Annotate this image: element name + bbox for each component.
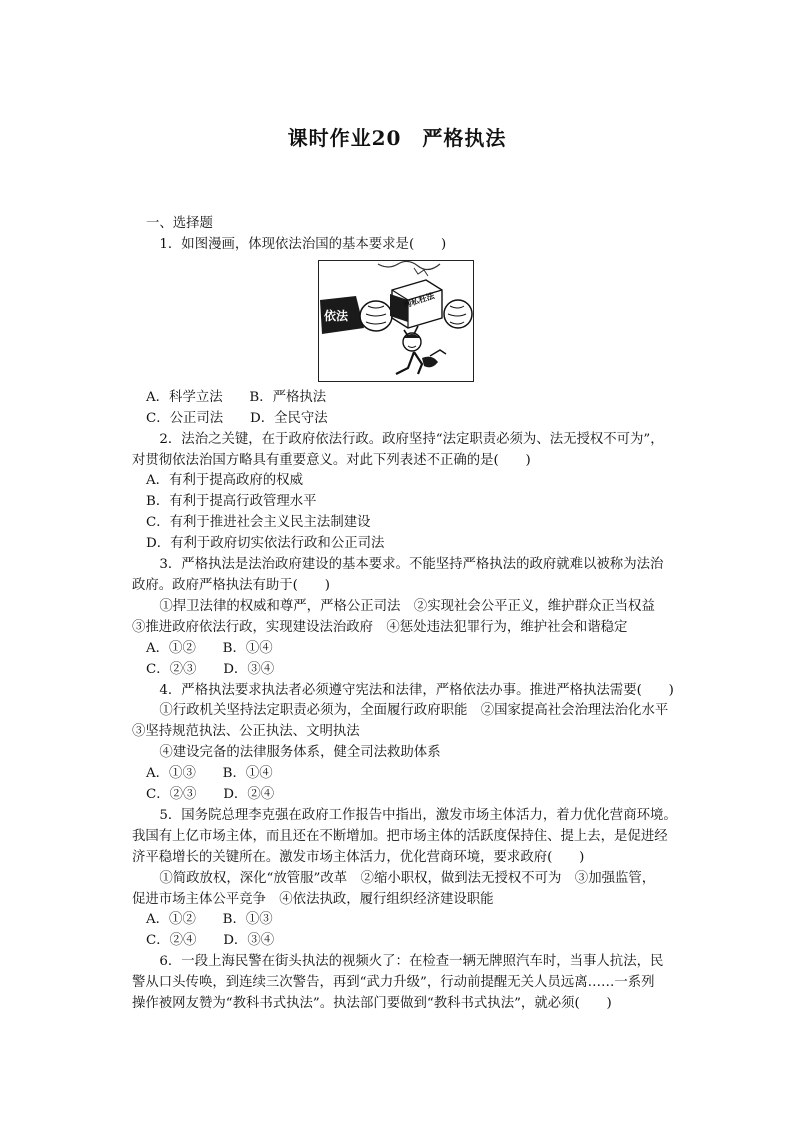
q1-stem: 1．如图漫画，体现依法治国的基本要求是( ) (146, 236, 447, 252)
q4-line-1: 4．严格执法要求执法者必须遵守宪法和法律，严格依法办事。推进严格执法需要( ) (146, 682, 674, 698)
q5-line-4: ①简政放权，深化“放管服”改革 ②缩小职权，做到法无授权不可为 ③加强监管， (146, 870, 656, 886)
q4-opt-row-2: C．②③ D．②④ (146, 787, 275, 803)
q2-opt-c: C．有利于推进社会主义民主法制建设 (146, 515, 371, 531)
q3-line-4: ③推进政府依法行政，实现建设法治政府 ④惩处违法犯罪行为，维护社会和谐稳定 (132, 619, 628, 635)
q2-line-2: 对贯彻依法治国方略具有重要意义。对此下列表述不正确的是( ) (132, 452, 531, 468)
q2-opt-d: D．有利于政府切实依法行政和公正司法 (146, 536, 385, 552)
q2-opt-a: A．有利于提高政府的权威 (146, 473, 303, 489)
q4-opt-row-1: A．①③ B．①④ (146, 766, 273, 782)
section-heading: 一、选择题 (146, 216, 213, 231)
q1-opt-row-2: C．公正司法 D．全民守法 (146, 410, 328, 426)
q5-line-3: 济平稳增长的关键所在。激发市场主体活力，优化营商环境，要求政府( ) (132, 849, 585, 865)
q3-line-3: ①捍卫法律的权威和尊严，严格公正司法 ②实现社会公平正义，维护群众正当权益 (146, 598, 655, 614)
q6-line-1: 6．一段上海民警在街头执法的视频火了：在检查一辆无牌照汽车时，当事人抗法，民 (146, 954, 664, 970)
question-body (132, 214, 677, 1015)
q5-opt-row-1: A．①② B．①③ (146, 912, 273, 928)
q6-line-2: 警从口头传唤，到连续三次警告，再到“武力升级”，行动前提醒无关人员远离……一系列 (132, 975, 655, 991)
page-title: 课时作业20 严格执法 (287, 126, 507, 150)
q3-opt-row-2: C．②③ D．③④ (146, 661, 275, 677)
q2-opt-b: B．有利于提高行政管理水平 (146, 494, 317, 510)
q4-line-2: ①行政机关坚持法定职责必须为，全面履行政府职能 ②国家提高社会治理法治化水平 (146, 703, 669, 719)
label-xunsi: 徇私枉法 (402, 290, 436, 310)
q5-line-5: 促进市场主体公平竞争 ④依法执政，履行组织经济建设职能 (132, 891, 494, 907)
q4-line-4: ④建设完备的法律服务体系，健全司法救助体系 (146, 745, 441, 761)
cartoon-image (318, 260, 474, 382)
q3-opt-row-1: A．①② B．①④ (146, 640, 273, 656)
q6-line-3: 操作被网友赞为“教科书式执法”。执法部门要做到“教科书式执法”，就必须( ) (132, 996, 612, 1012)
q1-opt-row-1: A．科学立法 B．严格执法 (146, 389, 327, 405)
q3-line-2: 政府。政府严格执法有助于( ) (132, 577, 330, 593)
q4-line-3: ③坚持规范执法、公正执法、文明执法 (132, 724, 360, 740)
q5-opt-row-2: C．②④ D．③④ (146, 933, 275, 949)
label-yifa: 依法 (324, 306, 348, 327)
q3-line-1: 3．严格执法是法治政府建设的基本要求。不能坚持严格执法的政府就难以被称为法治 (146, 557, 664, 573)
q2-line-1: 2．法治之关键，在于政府依法行政。政府坚持“法定职责必须为、法无授权不可为”， (146, 431, 664, 447)
q5-line-1: 5．国务院总理李克强在政府工作报告中指出，激发市场主体活力，着力优化营商环境。 (146, 807, 677, 823)
q5-line-2: 我国有上亿市场主体，而且还在不断增加。把市场主体的活跃度保持住、提上去，是促进经 (132, 828, 668, 844)
